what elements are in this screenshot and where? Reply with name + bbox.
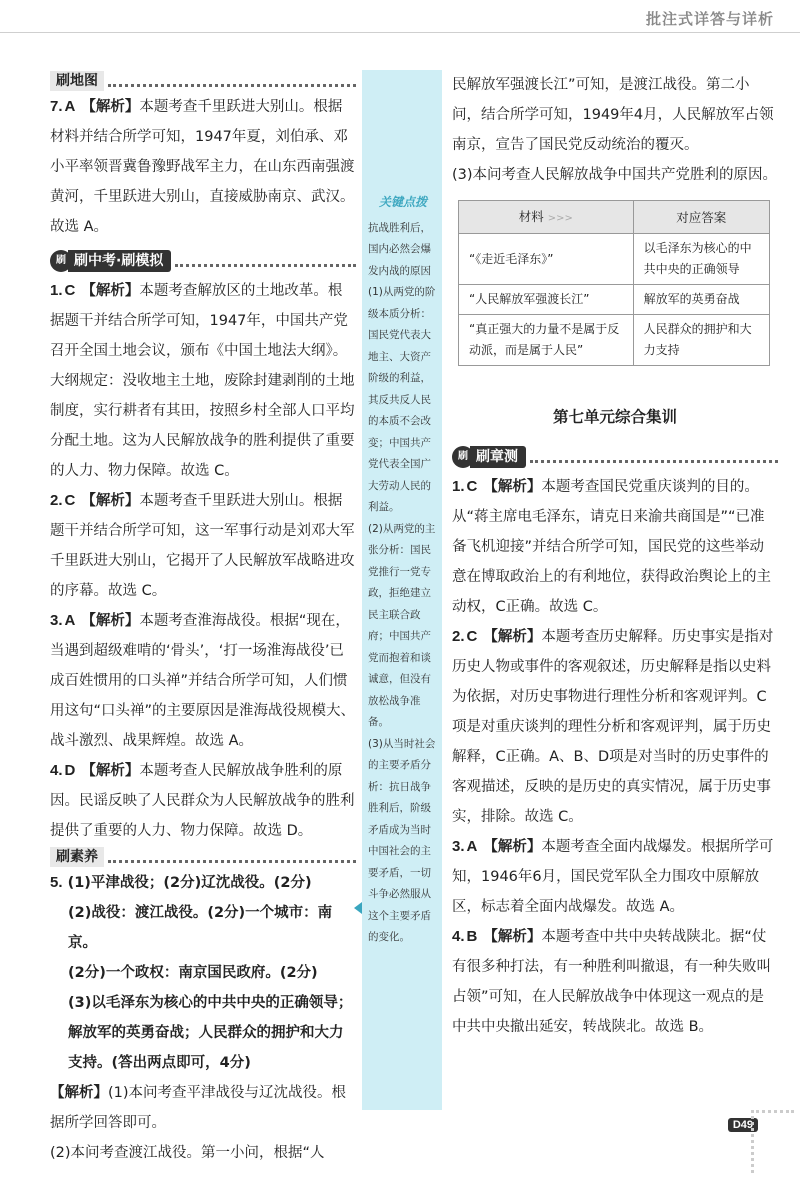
analysis-q5-part2: (2)本问考查渡江战役。第一小问，根据“人 [50, 1145, 325, 1161]
section-badge-icon: 刷 [50, 250, 72, 272]
section-header-exam [50, 246, 356, 276]
right-column [452, 70, 778, 1042]
running-header: 批注式详答与详析 [645, 10, 774, 28]
table-header-material: 材料 >>> [459, 201, 634, 234]
key-points-sidebar [362, 70, 442, 1110]
sidebar-point-2: (2)从两党的主张分析：国民党推行一党专政，拒绝建立民主联合政府；中国共产党而抱着和谈诚意，但没有放松战争准备。 [368, 522, 436, 728]
section-label: 刷章测 [470, 446, 526, 468]
material-answer-table [458, 200, 770, 366]
analysis-q5-part3: (3)本问考查人民解放战争中国共产党胜利的原因。 [452, 167, 778, 183]
dotted-rule [175, 256, 356, 267]
answer-q5-line1: 5. (1)平津战役；(2分)辽沈战役。(2分) [50, 874, 312, 891]
section-label: 刷中考·刷模拟 [68, 250, 171, 272]
table-row: “真正强大的力量不是属于反动派，而是属于人民” 人民群众的拥护和大力支持 [459, 315, 770, 366]
dotted-rule [530, 452, 778, 463]
dotted-rule [108, 852, 356, 863]
header-rule [0, 32, 800, 33]
answer-q5-line2: (2)战役：渡江战役。(2分)一个城市：南京。 [68, 905, 333, 951]
analysis-q5-continued: 民解放军强渡长江”可知，是渡江战役。第二小问，结合所学可知，1949年4月，人民解放军占领南京，宣告了国民党反动统治的覆灭。 [452, 77, 774, 153]
section-label: 刷素养 [50, 847, 104, 867]
section-header-map [50, 70, 356, 92]
corner-decoration [751, 1110, 794, 1173]
section-header-literacy [50, 846, 356, 868]
section-badge-icon: 刷 [452, 446, 474, 468]
left-column [50, 70, 356, 1168]
answer-q5-line4: (3)以毛泽东为核心的中共中央的正确领导；解放军的英勇奋战；人民群众的拥护和大力支持。(答出两点即可，4分) [68, 995, 353, 1071]
page-number: D49 [728, 1118, 758, 1132]
arrow-icon: >>> [547, 212, 573, 224]
answer-q1: 1. C 【解析】本题考查解放区的土地改革。根据题干并结合所学可知，1947年，中国共产党召开全国土地会议，颁布《中国土地法大纲》。大纲规定：没收地主土地，废除封建剥削的土地制度，实行耕者有其田，按照乡村全部人口平均分配土地。这为人民解放战争的胜利提供了重要的人力、物力保障。故选 C。 [50, 282, 355, 479]
sidebar-point-1: (1)从两党的阶级本质分析：国民党代表大地主、大资产阶级的利益，其反共反人民的本质不会改变；中国共产党代表全国广大劳动人民的利益。 [368, 286, 436, 513]
table-row: “人民解放军强渡长江” 解放军的英勇奋战 [459, 285, 770, 315]
answer-r-q1: 1. C 【解析】本题考查国民党重庆谈判的目的。从“蒋主席电毛泽东，请克日来渝共商国是”“已准备飞机迎接”并结合所学可知，国民党的这些举动意在博取政治上的有利地位，获得政治舆论上的主动权，C正确。故选 C。 [452, 478, 771, 615]
answer-q2: 2. C 【解析】本题考查千里跃进大别山。根据题干并结合所学可知，这一军事行动是刘邓大军千里跃进大别山，它揭开了人民解放军战略进攻的序幕。故选 C。 [50, 492, 355, 599]
answer-r-q3: 3. A 【解析】本题考查全面内战爆发。根据所学可知，1946年6月，国民党军队全力围攻中原解放区，标志着全面内战爆发。故选 A。 [452, 838, 774, 915]
section-label: 刷地图 [50, 71, 104, 91]
dotted-rule [108, 76, 356, 87]
unit-title: 第七单元综合集训 [552, 408, 677, 426]
answer-q5-line3: (2分)一个政权：南京国民政府。(2分) [68, 965, 318, 981]
pointer-arrow-icon [354, 902, 362, 914]
answer-q3: 3. A 【解析】本题考查淮海战役。根据“现在，当遇到超级难啃的‘骨头’，‘打一场淮海战役’已成百姓惯用的口头禅”并结合所学可知，人们惯用这句“口头禅”的主要原因是淮海战役规模大、战斗激烈、战果辉煌。故选 A。 [50, 612, 356, 749]
answer-q7: 7. A 【解析】本题考查千里跃进大别山。根据材料并结合所学可知，1947年夏，刘伯承、邓小平率领晋冀鲁豫野战军主力，在山东西南强渡黄河，千里跃进大别山，直接威胁南京、武汉。故选 A。 [50, 98, 355, 235]
analysis-q5-part1: 【解析】(1)本问考查平津战役与辽沈战役。根据所学回答即可。 [50, 1085, 347, 1131]
table-row: “《走近毛泽东》” 以毛泽东为核心的中共中央的正确领导 [459, 234, 770, 285]
answer-r-q4: 4. B 【解析】本题考查中共中央转战陕北。据“仗有很多种打法，有一种胜利叫撤退，有一种失败叫占领”可知，在人民解放战争中体现这一观点的是中共中央撤出延安，转战陕北。故选 B。 [452, 928, 771, 1035]
section-header-chapter-test [452, 442, 778, 472]
sidebar-point-3: (3)从当时社会的主要矛盾分析：抗日战争胜利后，阶级矛盾成为当时中国社会的主要矛盾，一切斗争必然服从这个主要矛盾的变化。 [368, 737, 436, 943]
answer-q4: 4. D 【解析】本题考查人民解放战争胜利的原因。民谣反映了人民群众为人民解放战争的胜利提供了重要的人力、物力保障。故选 D。 [50, 762, 355, 839]
sidebar-intro: 抗战胜利后，国内必然会爆发内战的原因 [368, 221, 431, 277]
table-header-answer: 对应答案 [633, 201, 769, 234]
answer-r-q2: 2. C 【解析】本题考查历史解释。历史事实是指对历史人物或事件的客观叙述，历史解释是指以史料为依据，对历史事物进行理性分析和客观评判。C项是对重庆谈判的理性分析和客观评判，属于历史解释，C正确。A、B、D项是对当时的历史事件的客观描述，反映的是历史的真实情况，属于历史事实，排除。故选 C。 [452, 628, 774, 825]
sidebar-title: 关键点拨 [378, 195, 427, 209]
table-header-row [459, 201, 770, 234]
